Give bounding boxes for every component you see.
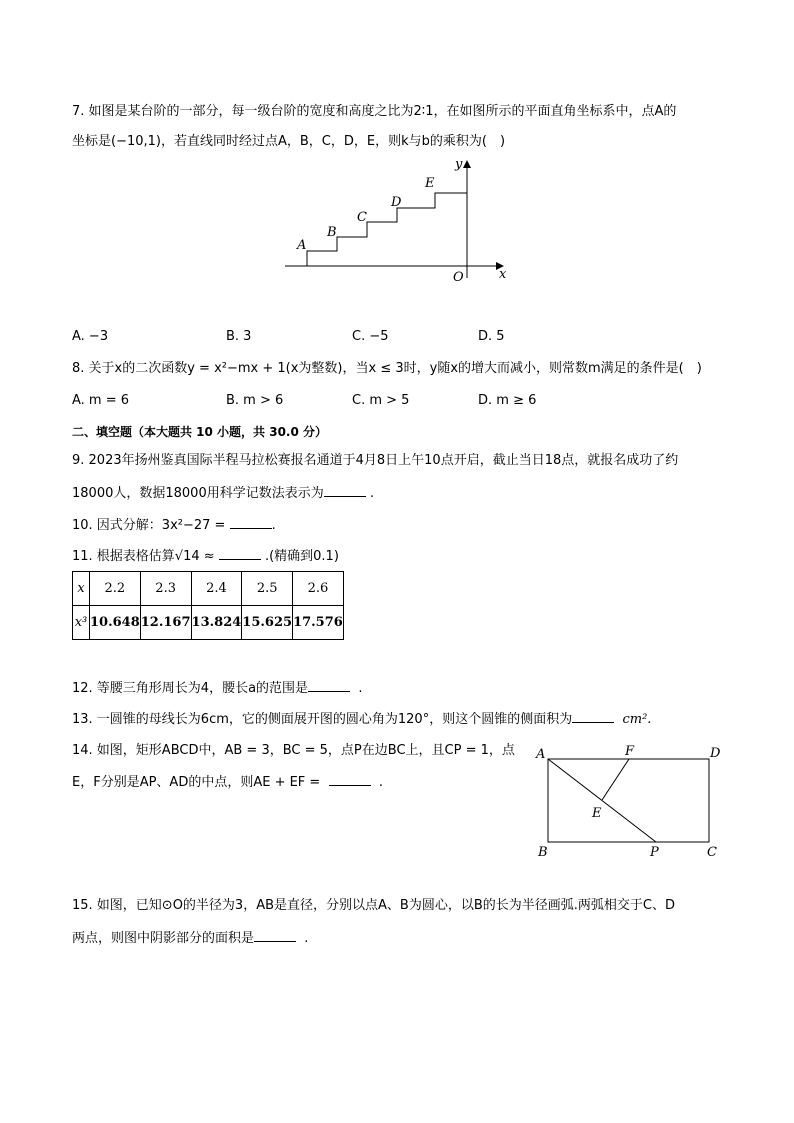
table-cell: 17.576 — [293, 606, 344, 640]
q14-answer-blank[interactable] — [329, 773, 371, 786]
q8-option-c: C. m > 5 — [352, 393, 410, 408]
q7-option-c: C. −5 — [352, 329, 389, 344]
point-E-label: E — [425, 176, 435, 191]
q13-unit: cm². — [622, 712, 652, 727]
point-C-label: C — [357, 210, 367, 225]
point-F-label: F — [625, 744, 635, 759]
q8-line1: 8. 关于x的二次函数y = x²−mx + 1(x为整数)，当x ≤ 3时，y随x的增大而减小，则常数m满足的条件是( ) — [72, 361, 702, 376]
q15-line2 — [72, 929, 308, 948]
q13-answer-blank[interactable] — [572, 710, 614, 723]
q7-option-a: A. −3 — [72, 329, 109, 344]
q11-line — [72, 547, 339, 566]
q11-answer-blank[interactable] — [219, 547, 261, 560]
q8-option-a: A. m = 6 — [72, 393, 130, 408]
q12-answer-blank[interactable] — [308, 679, 350, 692]
point-B-label: B — [538, 845, 548, 860]
q7-option-b: B. 3 — [226, 329, 252, 344]
segment-ap — [548, 759, 656, 842]
table-cell: 15.625 — [242, 606, 293, 640]
q15-line2-end: . — [304, 931, 309, 946]
point-P-label: P — [650, 845, 659, 860]
point-B-label: B — [327, 225, 337, 240]
q9-line2 — [72, 484, 374, 503]
rectangle-abcd — [548, 759, 709, 842]
cube-table — [72, 571, 344, 640]
y-axis-label: y — [455, 157, 463, 172]
q14-line2 — [72, 773, 383, 792]
q12-line — [72, 679, 362, 698]
point-A-label: A — [536, 747, 546, 762]
table-cell: 2.5 — [242, 572, 293, 606]
table-cell: 13.824 — [191, 606, 242, 640]
point-E-label: E — [592, 806, 602, 821]
point-D-label: D — [391, 195, 402, 210]
q15-answer-blank[interactable] — [254, 929, 296, 942]
q12-text: 12. 等腰三角形周长为4，腰长a的范围是 — [72, 681, 309, 696]
origin-label: O — [453, 270, 464, 285]
q15-line1: 15. 如图，已知⊙O的半径为3，AB是直径，分别以点A、B为圆心，以B的长为半径画弧.两弧相交于C、D — [72, 898, 675, 913]
table-cell: 12.167 — [140, 606, 191, 640]
q13-line — [72, 710, 651, 729]
table-row — [73, 606, 344, 640]
q10-end: . — [271, 518, 276, 533]
table-cell: x — [73, 572, 90, 606]
table-cell: 2.3 — [140, 572, 191, 606]
q10-answer-blank[interactable] — [230, 516, 272, 529]
point-C-label: C — [707, 845, 717, 860]
q10-line — [72, 516, 276, 535]
q8-option-b: B. m > 6 — [226, 393, 284, 408]
q14-line1: 14. 如图，矩形ABCD中，AB = 3，BC = 5，点P在边BC上，且CP = 1，点 — [72, 743, 515, 758]
q7-option-d: D. 5 — [478, 329, 505, 344]
q9-line1: 9. 2023年扬州鉴真国际半程马拉松赛报名通道于4月8日上午10点开启，截止当日18点，就报名成功了约 — [72, 453, 679, 468]
q13-text: 13. 一圆锥的母线长为6cm，它的侧面展开图的圆心角为120°，则这个圆锥的侧面积为 — [72, 712, 573, 727]
q11-end: .(精确到0.1) — [264, 549, 339, 564]
table-cell: 2.2 — [90, 572, 141, 606]
q7-line1: 7. 如图是某台阶的一部分，每一级台阶的宽度和高度之比为2∶1，在如图所示的平面直角坐标系中，点A的 — [72, 104, 677, 119]
table-cell: 10.648 — [90, 606, 141, 640]
segment-fe — [602, 759, 629, 800]
q10-text: 10. 因式分解：3x²−27 = — [72, 518, 226, 533]
point-D-label: D — [710, 746, 721, 761]
point-A-label: A — [297, 238, 307, 253]
table-row — [73, 572, 344, 606]
q8-option-d: D. m ≥ 6 — [478, 393, 537, 408]
x-axis-label: x — [499, 267, 507, 282]
table-cell: 2.4 — [191, 572, 242, 606]
q12-end: . — [358, 681, 363, 696]
table-cell: x³ — [73, 606, 90, 640]
q7-line2: 坐标是(−10,1)，若直线同时经过点A，B，C，D，E，则k与b的乘积为( ) — [72, 134, 506, 149]
q11-text: 11. 根据表格估算√14 ≈ — [72, 549, 215, 564]
q9-line2-end: . — [369, 486, 374, 501]
table-cell: 2.6 — [293, 572, 344, 606]
q9-answer-blank[interactable] — [324, 484, 366, 497]
rectangle-figure — [530, 740, 730, 865]
q15-line2-text: 两点，则图中阴影部分的面积是 — [72, 931, 255, 946]
q9-line2-text: 18000人，数据18000用科学记数法表示为 — [72, 486, 324, 501]
staircase-figure — [280, 150, 515, 290]
section-heading: 二、填空题（本大题共 10 小题，共 30.0 分） — [72, 425, 328, 439]
q14-line2-end: . — [378, 775, 383, 790]
q14-line2-text: E，F分别是AP、AD的中点，则AE + EF = — [72, 775, 321, 790]
